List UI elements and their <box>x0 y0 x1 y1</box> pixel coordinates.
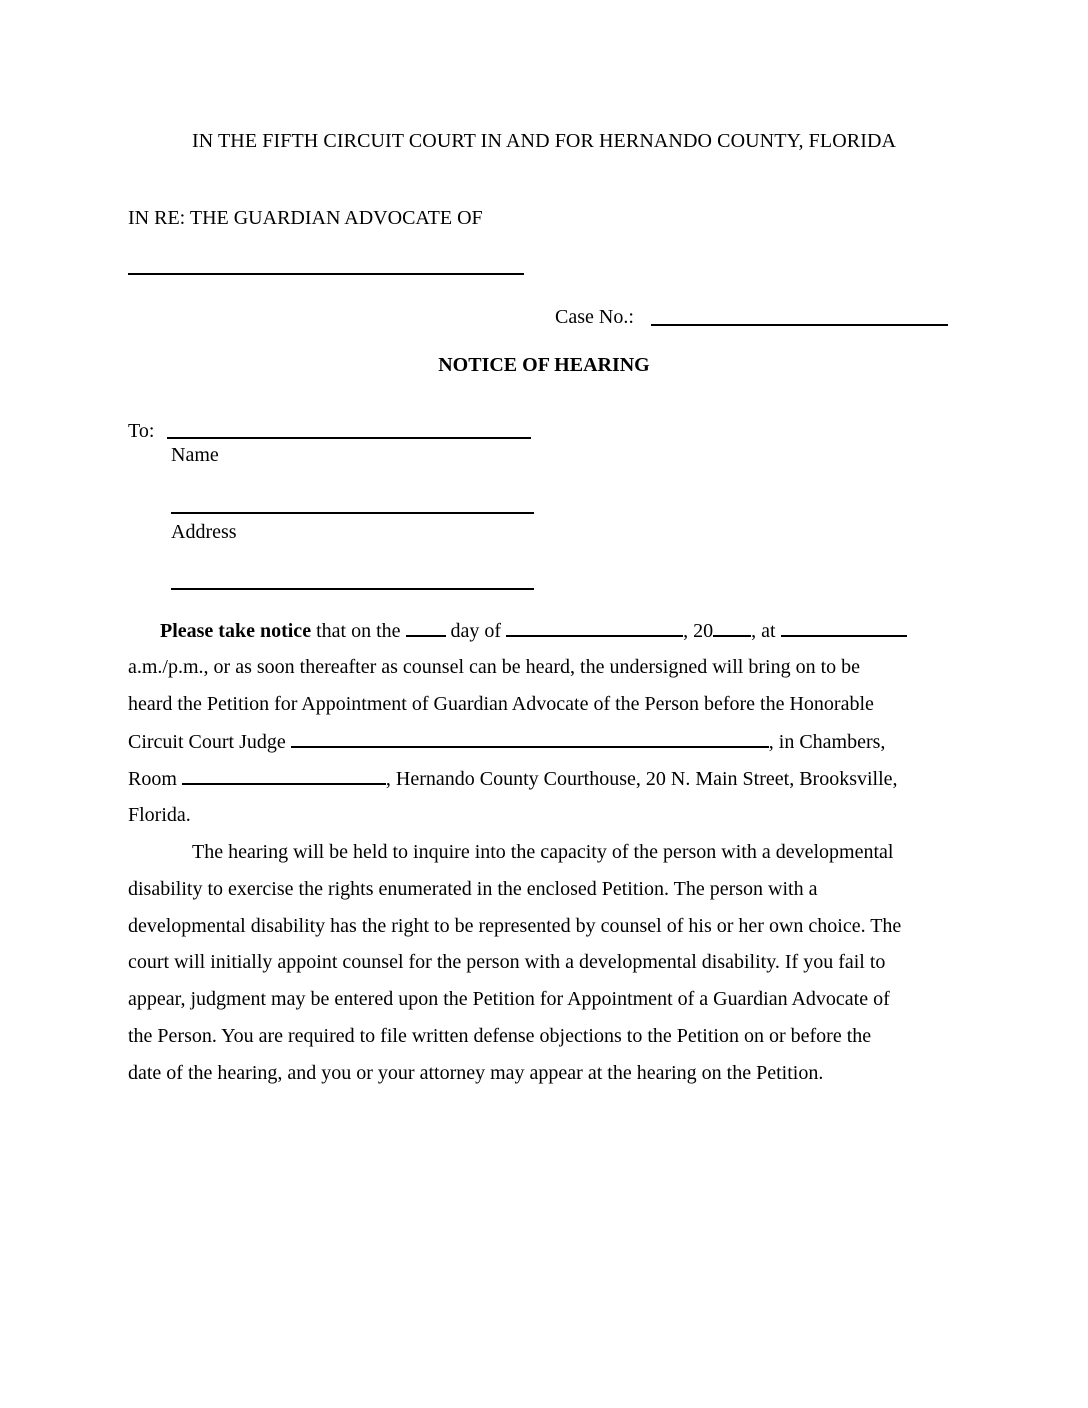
notice-text-2: day of <box>445 620 507 642</box>
paragraph-2-line-3: developmental disability has the right to be represented by counsel of his or her own choice. The <box>128 915 902 937</box>
notice-title: NOTICE OF HEARING <box>438 354 650 376</box>
notice-line-6: Florida. <box>128 804 191 826</box>
notice-text-3: , 20 <box>683 620 714 642</box>
notice-line-1 <box>160 618 907 643</box>
notice-line-4 <box>128 729 885 754</box>
notice-text-4: , at <box>751 620 781 642</box>
room-label: Room <box>128 768 182 790</box>
paragraph-2-line-2: disability to exercise the rights enumerated in the enclosed Petition. The person with a <box>128 878 818 900</box>
paragraph-2-line-7: date of the hearing, and you or your attorney may appear at the hearing on the Petition. <box>128 1062 824 1084</box>
recipient-address-blank-2[interactable] <box>171 588 534 590</box>
day-blank[interactable] <box>406 618 446 637</box>
in-re-caption: IN RE: THE GUARDIAN ADVOCATE OF <box>128 207 483 229</box>
name-label: Name <box>171 444 219 466</box>
recipient-address-blank-1[interactable] <box>171 512 534 514</box>
notice-lead: Please take notice <box>160 620 312 642</box>
paragraph-2-line-1: The hearing will be held to inquire into the capacity of the person with a developmental <box>192 841 894 863</box>
case-number-blank[interactable] <box>651 324 948 326</box>
notice-text-1: that on the <box>311 620 406 642</box>
chambers-text: , in Chambers, <box>768 731 886 753</box>
courthouse-text: , Hernando County Courthouse, 20 N. Main Street, Brooksville, <box>385 768 898 790</box>
paragraph-2-line-4: court will initially appoint counsel for the person with a developmental disability. If you fail to <box>128 951 886 973</box>
notice-line-2: a.m./p.m., or as soon thereafter as counsel can be heard, the undersigned will bring on to be <box>128 656 861 678</box>
year-blank[interactable] <box>713 618 751 637</box>
notice-line-5 <box>128 766 898 791</box>
paragraph-2-line-5: appear, judgment may be entered upon the Petition for Appointment of a Guardian Advocate of <box>128 988 890 1010</box>
to-label: To: <box>128 420 155 442</box>
notice-line-3: heard the Petition for Appointment of Guardian Advocate of the Person before the Honorable <box>128 693 874 715</box>
address-label: Address <box>171 521 237 543</box>
month-blank[interactable] <box>506 618 683 637</box>
recipient-name-blank[interactable] <box>167 437 531 439</box>
paragraph-2-line-6: the Person. You are required to file written defense objections to the Petition on or before the <box>128 1025 872 1047</box>
case-number-label: Case No.: <box>555 306 634 328</box>
ward-name-blank[interactable] <box>128 273 524 275</box>
time-blank[interactable] <box>781 618 907 637</box>
judge-label: Circuit Court Judge <box>128 731 291 753</box>
judge-blank[interactable] <box>291 729 769 748</box>
room-blank[interactable] <box>182 766 386 785</box>
court-header: IN THE FIFTH CIRCUIT COURT IN AND FOR HERNANDO COUNTY, FLORIDA <box>191 130 897 152</box>
